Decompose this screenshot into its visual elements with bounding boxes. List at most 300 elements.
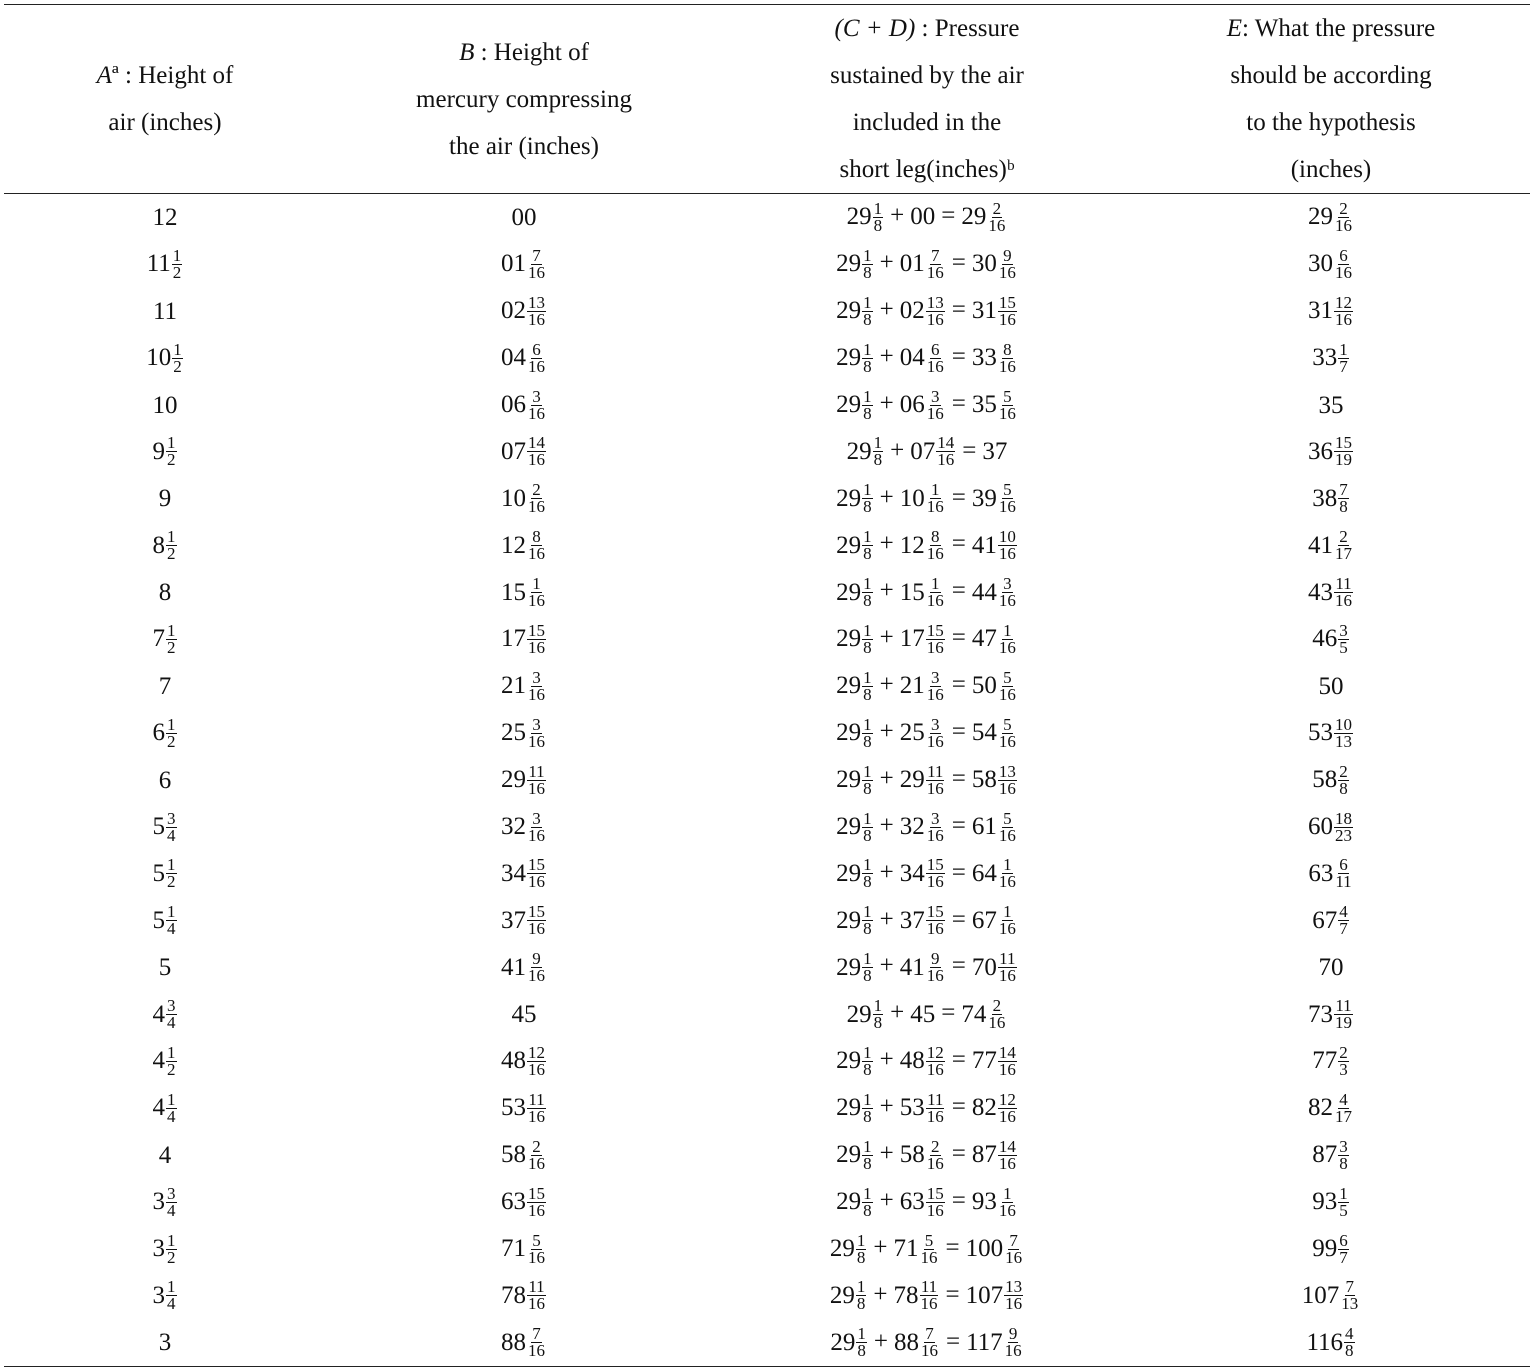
cell-mercury-height (326, 897, 722, 944)
whole-part: 29 (829, 1281, 855, 1309)
mercury-height-value (501, 857, 547, 890)
cell-pressure-sum (722, 804, 1132, 851)
cell-air-height (4, 241, 326, 288)
fraction (1338, 620, 1349, 657)
fraction (1338, 761, 1349, 798)
fraction (1344, 1326, 1355, 1359)
whole-part: 17 (501, 625, 526, 653)
numerator: 1 (863, 339, 872, 359)
table-row (4, 710, 1530, 757)
pressure-result (971, 808, 1018, 845)
constant-term (836, 904, 874, 937)
cell-pressure-sum (722, 1179, 1132, 1226)
fraction (926, 1089, 945, 1126)
numerator: 1 (857, 1324, 866, 1344)
mercury-height-value (501, 529, 547, 562)
hypothesis-value (1312, 1042, 1350, 1079)
denominator: 4 (167, 825, 176, 845)
numerator: 2 (931, 1136, 940, 1156)
fraction (920, 1326, 939, 1359)
numerator: 12 (1335, 292, 1352, 312)
fraction (998, 761, 1017, 798)
cell-mercury-height (326, 1272, 722, 1319)
plus-sign: + (879, 1139, 894, 1167)
whole-part: 29 (836, 1141, 862, 1169)
whole-part: 93 (971, 1188, 997, 1216)
cell-air-height (4, 710, 326, 757)
cell-pressure-sum (722, 335, 1132, 382)
fraction (1334, 198, 1353, 235)
whole-part: 82 (971, 1094, 997, 1122)
denominator: 8 (863, 1059, 872, 1079)
denominator: 4 (167, 1106, 176, 1126)
constant-term (846, 198, 885, 235)
numerator: 1 (167, 1277, 176, 1297)
denominator: 16 (1335, 215, 1352, 235)
whole-part: 34 (501, 859, 526, 887)
air-height-value (153, 435, 178, 468)
whole-part: 17 (899, 625, 925, 653)
fraction (998, 667, 1017, 704)
whole-part: 10 (899, 484, 925, 512)
header-b-line-0: B : Height of (459, 38, 589, 66)
cell-mercury-height (326, 475, 722, 522)
cell-mercury-height (326, 944, 722, 991)
constant-term (836, 576, 874, 609)
numerator: 7 (1345, 1277, 1354, 1297)
fraction (926, 808, 945, 845)
numerator: 15 (1335, 433, 1352, 453)
constant-term (836, 1089, 874, 1126)
denominator: 16 (528, 497, 545, 517)
whole-part: 77 (1312, 1047, 1338, 1075)
whole-part: 01 (501, 250, 526, 278)
whole-part: 30 (971, 250, 997, 278)
denominator: 2 (167, 450, 176, 470)
whole-part: 5 (152, 906, 165, 934)
equals-sign: = (951, 624, 966, 652)
fraction (926, 1136, 945, 1173)
whole-part: 36 (1308, 437, 1333, 465)
whole-part: 48 (501, 1047, 526, 1075)
whole-part: 58 (971, 766, 997, 794)
fraction (862, 761, 873, 798)
numerator: 1 (863, 527, 872, 547)
cell-pressure-sum (722, 616, 1132, 663)
cell-hypothesis-pressure (1132, 897, 1530, 944)
denominator: 7 (1339, 356, 1348, 376)
numerator: 5 (1003, 808, 1012, 828)
numerator: 3 (931, 714, 940, 734)
whole-part: 35 (1318, 391, 1344, 419)
denominator: 8 (863, 637, 872, 657)
added-term (899, 386, 946, 423)
numerator: 15 (926, 620, 944, 640)
denominator: 8 (863, 591, 872, 611)
whole-part: 02 (899, 297, 925, 325)
hypothesis-value (1312, 1136, 1350, 1173)
denominator: 8 (863, 731, 872, 751)
denominator: 4 (167, 1013, 176, 1033)
fraction (527, 1230, 546, 1267)
whole-part: 50 (971, 672, 997, 700)
numerator: 7 (931, 245, 940, 265)
hypothesis-value (1319, 673, 1344, 701)
cell-hypothesis-pressure (1132, 663, 1530, 710)
fraction (166, 904, 177, 937)
denominator: 16 (528, 1059, 545, 1079)
fraction (926, 386, 945, 423)
numerator: 1 (863, 620, 872, 640)
cell-air-height (4, 1038, 326, 1085)
denominator: 16 (926, 731, 944, 751)
cell-air-height (4, 757, 326, 804)
whole-part: 29 (836, 859, 862, 887)
whole-part: 45 (511, 1001, 537, 1029)
constant-term (836, 808, 874, 845)
constant-term (836, 951, 874, 984)
fraction (862, 576, 873, 609)
whole-part: 29 (899, 766, 925, 794)
added-term (910, 435, 956, 468)
cell-air-height (4, 194, 326, 241)
numerator: 11 (528, 1089, 545, 1109)
numerator: 5 (1003, 667, 1012, 687)
cell-pressure-sum (722, 944, 1132, 991)
plus-sign: + (879, 342, 894, 370)
fraction (527, 904, 546, 937)
constant-term (836, 667, 874, 704)
whole-part: 93 (1312, 1188, 1338, 1216)
plus-sign: + (879, 905, 894, 933)
fraction (527, 386, 546, 423)
table-row (4, 944, 1530, 991)
denominator: 23 (1335, 825, 1352, 845)
whole-part: 4 (158, 1141, 172, 1169)
pressure-result (972, 576, 1018, 609)
whole-part: 06 (899, 391, 925, 418)
whole-part: 3 (152, 1235, 165, 1263)
numerator: 5 (532, 1230, 541, 1250)
pressure-result (972, 529, 1018, 562)
cell-hypothesis-pressure (1132, 757, 1530, 804)
whole-part: 58 (899, 1141, 925, 1169)
fraction (998, 857, 1017, 890)
numerator: 1 (863, 761, 872, 781)
fraction (166, 1230, 177, 1267)
denominator: 11 (1335, 872, 1352, 892)
added-term (900, 904, 946, 937)
cell-mercury-height (326, 335, 722, 382)
denominator: 2 (172, 262, 182, 282)
fraction (527, 714, 546, 751)
pressure-result (971, 339, 1018, 376)
denominator: 8 (863, 403, 872, 423)
plus-sign: + (879, 1093, 894, 1121)
denominator: 16 (998, 1059, 1016, 1079)
denominator: 7 (1339, 919, 1348, 939)
cell-mercury-height (326, 804, 722, 851)
mercury-height-value (501, 951, 547, 984)
numerator: 14 (998, 1136, 1016, 1156)
denominator: 16 (998, 1153, 1016, 1173)
numerator: 1 (873, 198, 883, 218)
cell-hypothesis-pressure (1132, 1226, 1530, 1273)
denominator: 4 (167, 919, 176, 939)
cell-air-height (4, 1132, 326, 1179)
whole-part: 7 (152, 625, 165, 653)
hypothesis-value (1308, 808, 1354, 845)
cell-pressure-sum (722, 850, 1132, 897)
table-row (4, 850, 1530, 897)
plus-sign: + (879, 952, 894, 980)
whole-part: 3 (152, 1281, 165, 1309)
numerator: 9 (931, 949, 940, 969)
fraction (1004, 1326, 1023, 1359)
cell-air-height (4, 991, 326, 1038)
denominator: 8 (857, 1341, 866, 1361)
equals-sign: = (945, 1233, 960, 1261)
whole-part: 38 (1312, 484, 1338, 512)
numerator: 1 (863, 1042, 872, 1062)
table-row (4, 1226, 1530, 1273)
table-row (4, 616, 1530, 663)
whole-part: 29 (836, 297, 862, 325)
denominator: 16 (988, 215, 1006, 235)
numerator: 1 (173, 339, 182, 359)
fraction (527, 529, 546, 562)
fraction (862, 1136, 873, 1173)
air-height-value (153, 1279, 178, 1312)
numerator: 3 (532, 714, 541, 734)
denominator: 8 (863, 1200, 872, 1220)
whole-part: 01 (899, 250, 925, 278)
whole-part: 21 (501, 672, 526, 700)
mercury-height-value (512, 204, 537, 232)
whole-part: 32 (899, 813, 925, 841)
numerator: 9 (532, 949, 541, 969)
denominator: 16 (998, 684, 1016, 704)
fraction (166, 857, 177, 890)
pressure-result (971, 1183, 1018, 1220)
table-body (4, 194, 1530, 1367)
denominator: 2 (173, 356, 182, 376)
denominator: 16 (998, 403, 1016, 423)
fraction (920, 1230, 939, 1267)
denominator: 8 (1339, 497, 1348, 517)
denominator: 2 (167, 637, 176, 657)
numerator: 11 (999, 949, 1016, 969)
plus-sign: + (879, 671, 894, 699)
header-col-b (326, 5, 722, 194)
whole-part: 32 (501, 813, 526, 841)
fraction (527, 245, 546, 282)
denominator: 8 (863, 919, 872, 939)
numerator: 11 (1335, 996, 1352, 1016)
fraction (926, 529, 945, 562)
table-row (4, 757, 1530, 804)
whole-part: 77 (971, 1047, 997, 1075)
numerator: 15 (926, 902, 944, 922)
whole-part: 50 (1318, 672, 1344, 700)
fraction (856, 1279, 867, 1312)
pressure-result (961, 198, 1007, 235)
whole-part: 29 (830, 1328, 856, 1356)
hypothesis-value (1312, 620, 1350, 657)
denominator: 16 (528, 731, 545, 751)
pressure-result (971, 761, 1018, 798)
cell-pressure-sum (722, 382, 1132, 429)
header-symbol: A (96, 62, 112, 89)
numerator: 1 (172, 245, 182, 265)
numerator: 11 (528, 761, 545, 781)
equals-sign: = (951, 671, 966, 699)
whole-part: 54 (971, 719, 997, 747)
fraction (862, 292, 873, 329)
numerator: 3 (931, 667, 940, 687)
mercury-height-value (501, 1279, 547, 1312)
whole-part: 37 (982, 437, 1008, 465)
numerator: 3 (532, 386, 541, 406)
whole-part: 21 (899, 672, 925, 700)
cell-hypothesis-pressure (1132, 991, 1530, 1038)
cell-mercury-height (326, 1132, 722, 1179)
denominator: 16 (528, 637, 545, 657)
fraction (1338, 339, 1349, 376)
mercury-height-value (501, 1183, 547, 1220)
denominator: 4 (167, 1294, 176, 1314)
numerator: 18 (1335, 808, 1352, 828)
header-b-line-2: the air (inches) (449, 132, 599, 160)
whole-part: 4 (152, 1094, 165, 1122)
whole-part: 5 (158, 954, 172, 982)
numerator: 12 (926, 1042, 944, 1062)
fraction (998, 951, 1017, 984)
whole-part: 44 (971, 578, 997, 606)
numerator: 14 (937, 433, 955, 453)
whole-part: 33 (971, 344, 997, 372)
fraction (166, 998, 177, 1031)
whole-part: 29 (846, 1000, 872, 1028)
cell-air-height (4, 1226, 326, 1273)
whole-part: 10 (146, 344, 172, 372)
numerator: 1 (863, 808, 872, 828)
header-b-line-1: mercury compressing (416, 85, 632, 113)
whole-part: 10 (152, 391, 178, 419)
cell-pressure-sum (722, 428, 1132, 475)
added-term (899, 667, 946, 704)
air-height-value (159, 673, 172, 701)
whole-part: 31 (1308, 297, 1333, 325)
numerator: 15 (528, 902, 545, 922)
whole-part: 25 (899, 719, 925, 747)
air-height-value (153, 857, 178, 890)
denominator: 16 (1004, 1341, 1022, 1361)
whole-part: 45 (910, 1000, 936, 1028)
denominator: 16 (926, 591, 944, 611)
whole-part: 67 (971, 906, 997, 934)
whole-part: 29 (836, 625, 862, 653)
mercury-height-value (501, 339, 547, 376)
fraction (1334, 529, 1353, 562)
numerator: 13 (528, 292, 545, 312)
equals-sign: = (951, 1046, 966, 1074)
whole-part: 04 (899, 344, 925, 372)
numerator: 1 (856, 1277, 866, 1297)
whole-part: 4 (152, 1047, 165, 1075)
numerator: 1 (863, 1136, 872, 1156)
denominator: 16 (528, 1341, 545, 1361)
fraction (1334, 998, 1353, 1031)
numerator: 2 (532, 1136, 541, 1156)
whole-part: 88 (501, 1328, 526, 1356)
numerator: 11 (927, 1089, 944, 1109)
added-term (899, 1042, 946, 1079)
cell-mercury-height (326, 1085, 722, 1132)
fraction (1338, 904, 1349, 937)
numerator: 8 (1003, 339, 1012, 359)
plus-sign: + (879, 295, 894, 323)
pressure-result (971, 1089, 1018, 1126)
whole-part: 11 (146, 250, 171, 278)
whole-part: 5 (152, 859, 165, 887)
fraction (998, 292, 1017, 329)
fraction (873, 435, 884, 468)
numerator: 1 (863, 855, 872, 875)
fraction (166, 1183, 177, 1220)
fraction (172, 245, 183, 282)
whole-part: 53 (899, 1094, 925, 1122)
added-term (899, 1136, 946, 1173)
denominator: 16 (998, 1106, 1016, 1126)
numerator: 1 (863, 902, 872, 922)
cell-mercury-height (326, 194, 722, 241)
numerator: 6 (1339, 855, 1348, 875)
cell-air-height (4, 428, 326, 475)
equals-sign: = (951, 295, 966, 323)
added-term (900, 529, 946, 562)
cell-hypothesis-pressure (1132, 522, 1530, 569)
constant-term (836, 714, 874, 751)
numerator: 9 (1003, 245, 1012, 265)
table-header (4, 5, 1530, 194)
denominator: 16 (998, 825, 1016, 845)
fraction (926, 482, 945, 515)
denominator: 16 (937, 450, 955, 470)
mercury-height-value (501, 576, 547, 609)
constant-term (836, 245, 874, 282)
whole-part: 04 (501, 344, 526, 372)
cell-hypothesis-pressure (1132, 288, 1530, 335)
fraction (856, 1230, 867, 1267)
air-height-value (153, 204, 178, 232)
pressure-result (966, 1279, 1025, 1312)
fraction (862, 1042, 873, 1079)
fraction (1334, 857, 1352, 890)
denominator: 16 (528, 356, 545, 376)
air-height-value (159, 485, 172, 513)
header-cd-line-3: short leg(inches)ᵇ (839, 156, 1015, 183)
mercury-height-value (501, 1230, 547, 1267)
fraction (527, 808, 546, 845)
cell-mercury-height (326, 382, 722, 429)
whole-part: 29 (1308, 203, 1333, 231)
numerator: 2 (1339, 527, 1348, 547)
pressure-result (966, 1326, 1024, 1359)
numerator: 3 (1339, 620, 1348, 640)
numerator: 7 (925, 1324, 934, 1344)
added-term (900, 951, 946, 984)
